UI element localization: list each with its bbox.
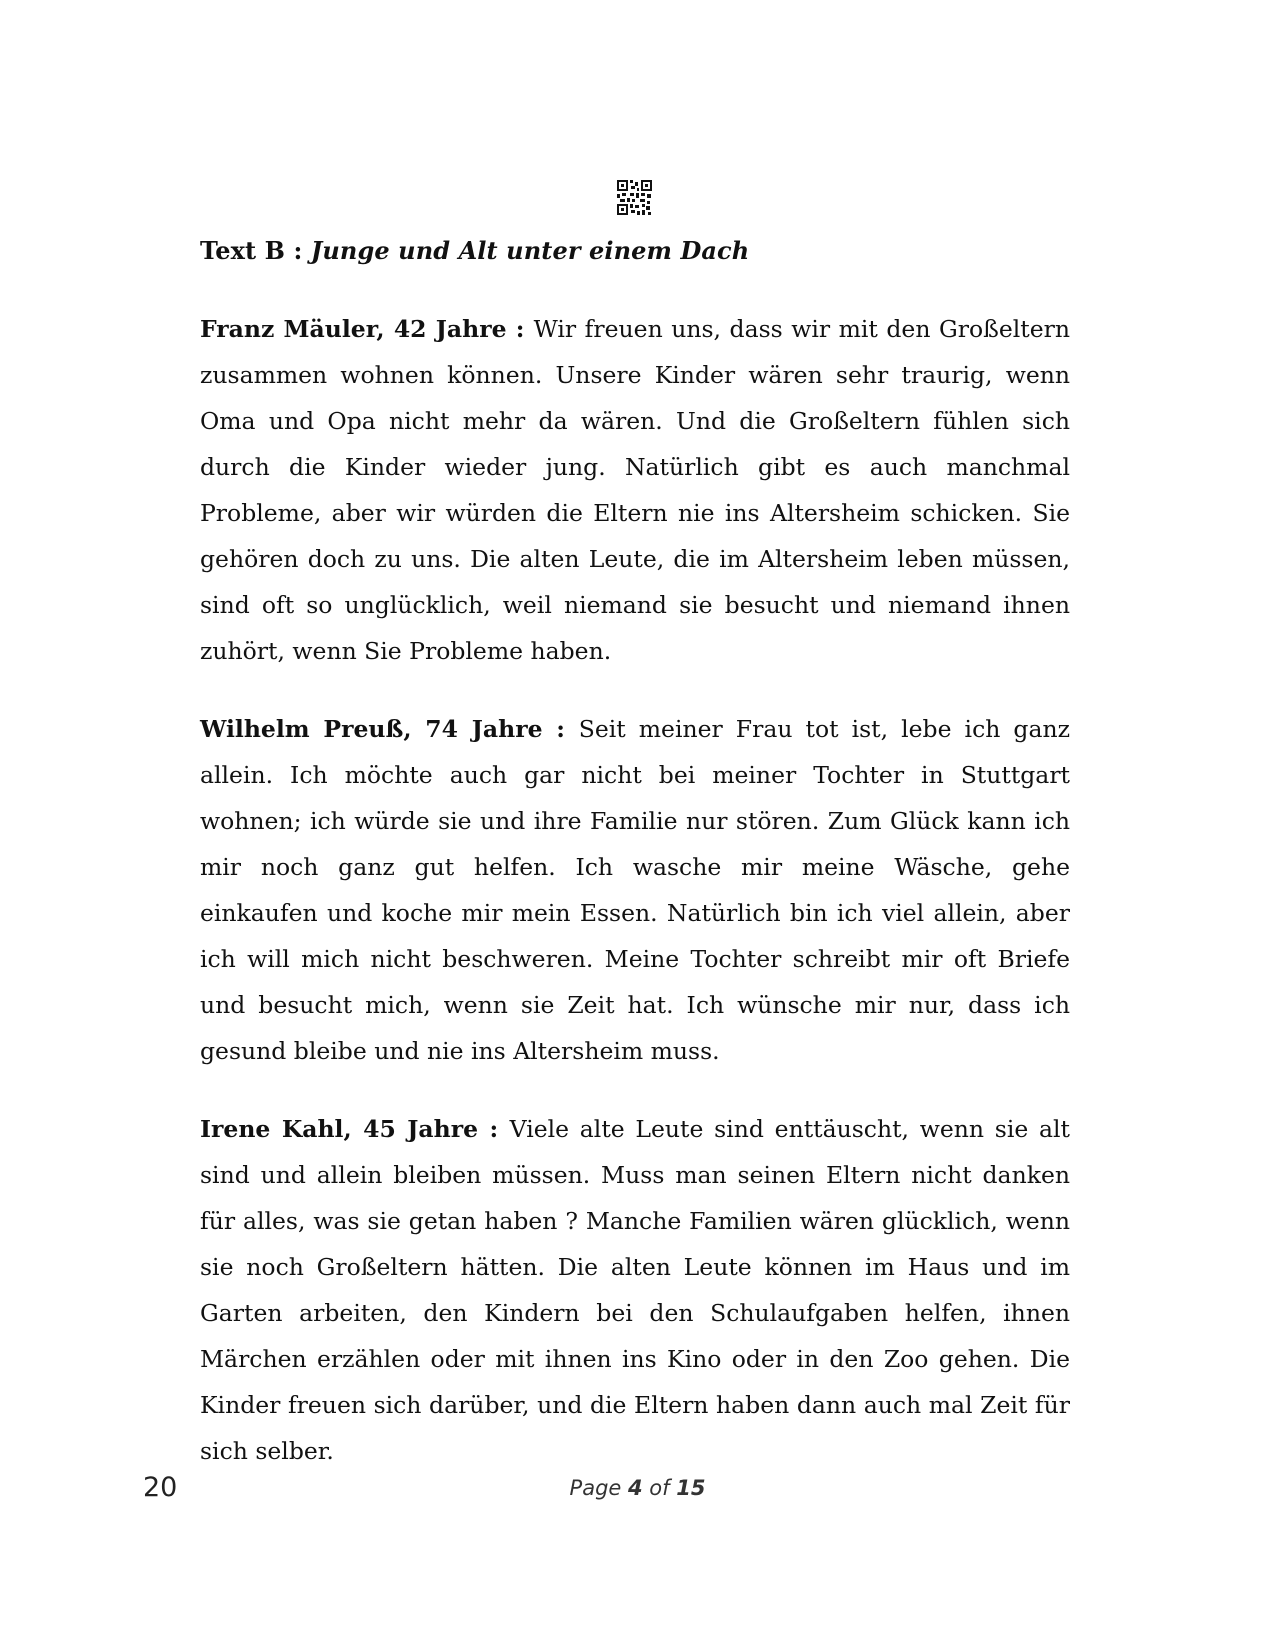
- page-current: 4: [628, 1476, 643, 1500]
- page-word: Page: [569, 1476, 628, 1500]
- title-prefix: Text B :: [200, 236, 311, 265]
- paragraph-text: Viele alte Leute sind enttäuscht, wenn sie alt sind und allein bleiben müssen. Muss man seinen Eltern nicht danken für alles, was sie getan haben ? Manche Familien wären glücklich, wenn sie noch Großeltern hätten. Die alten Leute können im Haus und im Garten arbeiten, den Kindern bei den Schulaufgaben helfen, ihnen Märchen erzählen oder mit ihnen ins Kino oder in den Zoo gehen. Die Kinder freuen sich darüber, und die Eltern haben dann auch mal Zeit für sich selber.: [200, 1115, 1070, 1465]
- title-italic: Junge und Alt unter einem Dach: [310, 236, 750, 265]
- page-code: 20: [143, 1472, 178, 1503]
- paragraph-franz-maeuler: [200, 306, 1070, 674]
- qr-code-icon: [617, 180, 652, 215]
- text-title: [200, 236, 749, 265]
- paragraph-wilhelm-preuss: [200, 706, 1070, 1074]
- page-indicator: [0, 1476, 1275, 1500]
- of-word: of: [642, 1476, 677, 1500]
- paragraph-irene-kahl: [200, 1106, 1070, 1474]
- paragraph-text: Wir freuen uns, dass wir mit den Großeltern zusammen wohnen können. Unsere Kinder wären sehr traurig, wenn Oma und Opa nicht mehr da wären. Und die Großeltern fühlen sich durch die Kinder wieder jung. Natürlich gibt es auch manchmal Probleme, aber wir würden die Eltern nie ins Altersheim schicken. Sie gehören doch zu uns. Die alten Leute, die im Altersheim leben müssen, sind oft so unglücklich, weil niemand sie besucht und niemand ihnen zuhört, wenn Sie Probleme haben.: [200, 315, 1070, 665]
- page-total: 15: [676, 1476, 706, 1500]
- paragraph-text: Seit meiner Frau tot ist, lebe ich ganz allein. Ich möchte auch gar nicht bei meiner Tochter in Stuttgart wohnen; ich würde sie und ihre Familie nur stören. Zum Glück kann ich mir noch ganz gut helfen. Ich wasche mir meine Wäsche, gehe einkaufen und koche mir mein Essen. Natürlich bin ich viel allein, aber ich will mich nicht beschweren. Meine Tochter schreibt mir oft Briefe und besucht mich, wenn sie Zeit hat. Ich wünsche mir nur, dass ich gesund bleibe und nie ins Altersheim muss.: [200, 715, 1070, 1065]
- speaker-label: Irene Kahl, 45 Jahre :: [200, 1115, 510, 1143]
- speaker-label: Wilhelm Preuß, 74 Jahre :: [200, 715, 579, 743]
- speaker-label: Franz Mäuler, 42 Jahre :: [200, 315, 534, 343]
